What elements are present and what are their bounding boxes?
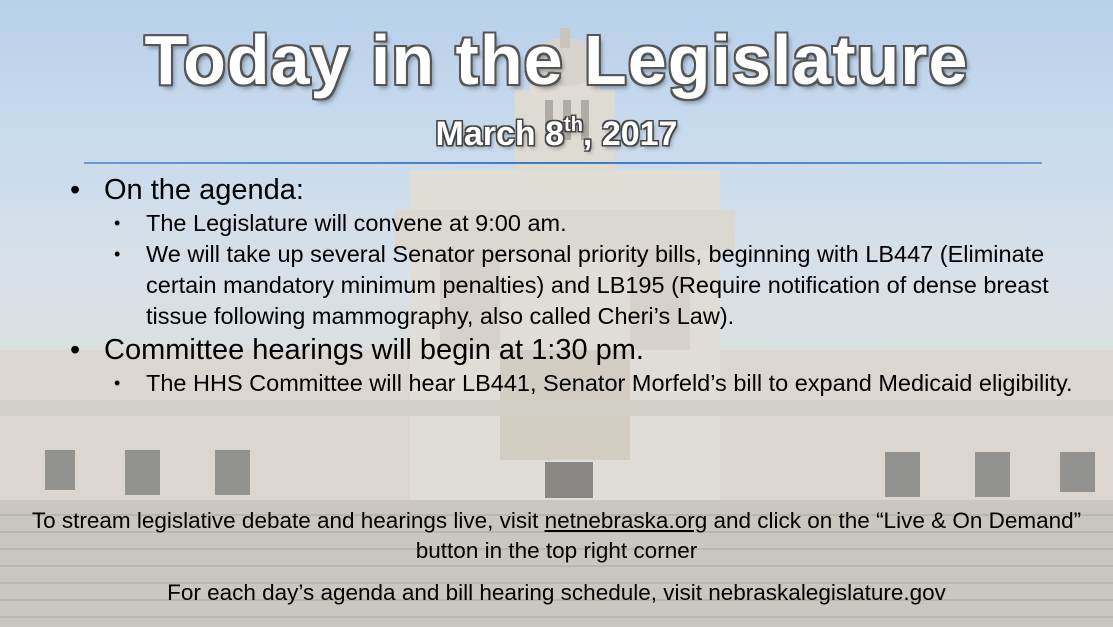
stream-note-suffix: and click on the “Live & On Demand” button in the top right corner (415, 508, 1082, 563)
bullet-list (70, 172, 1080, 399)
stream-note (20, 506, 1093, 566)
hearings-item-text: The HHS Committee will hear LB441, Senator Morfeld’s bill to expand Medicaid eligibility. (146, 370, 1073, 396)
slide-date (0, 114, 1113, 154)
date-main: March 8 (435, 115, 565, 153)
agenda-item-text: The Legislature will convene at 9:00 am. (146, 210, 567, 236)
hearings-heading-item (70, 332, 1080, 368)
schedule-note: For each day’s agenda and bill hearing schedule, visit nebraskalegislature.gov (167, 580, 946, 605)
agenda-heading-item (70, 172, 1080, 208)
bullet-icon: • (70, 174, 81, 206)
date-ordinal-suffix: th (564, 114, 583, 136)
agenda-item (70, 208, 1080, 239)
bullet-icon: • (70, 334, 81, 366)
netnebraska-link[interactable]: netnebraska.org (544, 508, 708, 533)
agenda-item-text: We will take up several Senator personal priority bills, beginning with LB447 (Eliminate certain mandatory minimum penalties) and LB195 (Require notification of dense breast tissue following mammography, also called Cheri’s Law). (146, 241, 1049, 329)
stream-note-prefix: To stream legislative debate and hearings live, visit (31, 508, 545, 533)
bullet-icon: • (114, 244, 121, 264)
agenda-item (70, 239, 1080, 332)
agenda-heading: On the agenda: (104, 174, 304, 206)
slide-title: Today in the Legislature (144, 21, 969, 99)
title-divider (84, 162, 1042, 164)
date-year: , 2017 (582, 115, 678, 153)
bullet-icon: • (114, 373, 121, 393)
hearings-item (70, 368, 1080, 399)
hearings-heading: Committee hearings will begin at 1:30 pm. (104, 334, 644, 366)
bullet-icon: • (114, 213, 121, 233)
